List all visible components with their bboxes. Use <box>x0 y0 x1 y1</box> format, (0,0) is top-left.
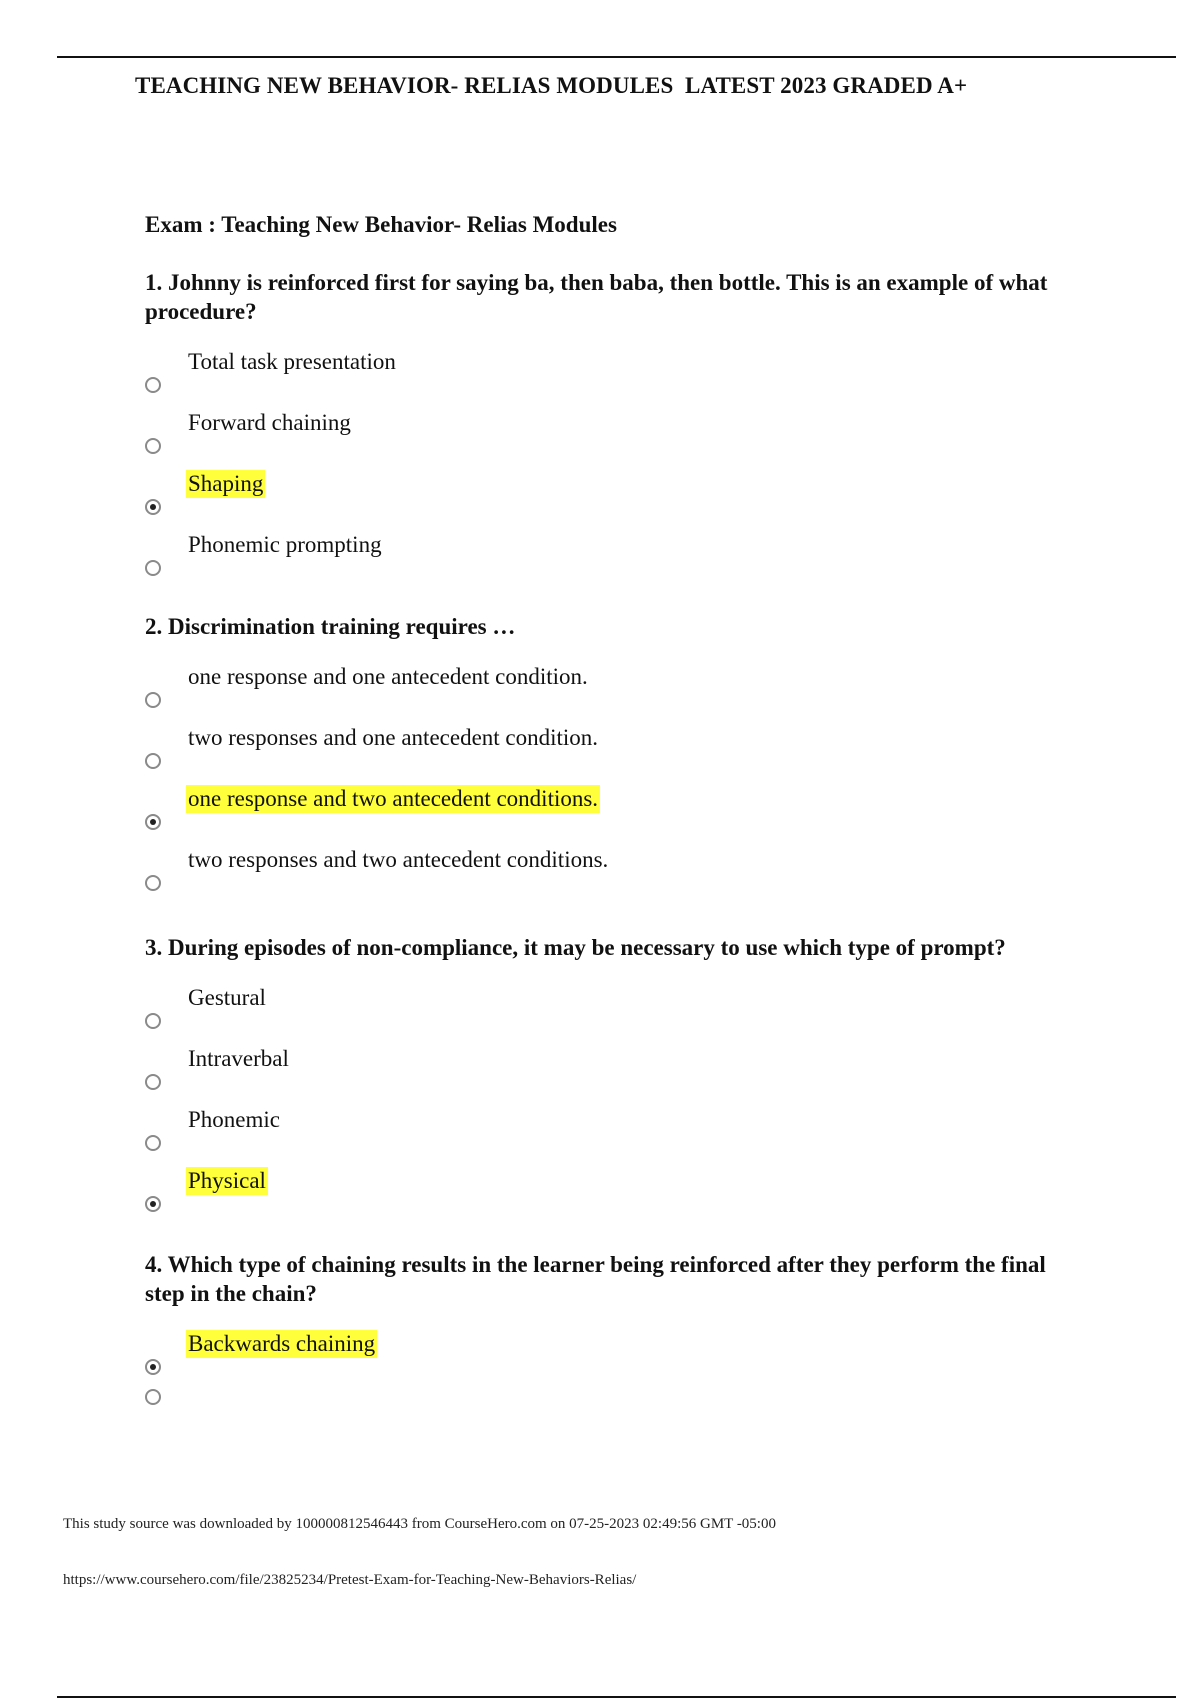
exam-title: Exam : Teaching New Behavior- Relias Modules <box>145 212 617 237</box>
question-3-option-2[interactable] <box>145 1045 1065 1106</box>
radio-button[interactable] <box>145 692 161 708</box>
option-label: Forward chaining <box>188 410 351 435</box>
question-3-text: 3. During episodes of non-compliance, it may be necessary to use which type of prompt? <box>145 935 1006 960</box>
radio-button-selected[interactable] <box>145 499 161 515</box>
radio-button[interactable] <box>145 1013 161 1029</box>
question-2-option-2[interactable] <box>145 724 1065 785</box>
question-1-option-2[interactable] <box>145 409 1065 470</box>
question-1-text: 1. Johnny is reinforced first for saying ba, then baba, then bottle. This is an example of what procedure? <box>145 270 1048 324</box>
radio-button[interactable] <box>145 1135 161 1151</box>
option-label: Phonemic prompting <box>188 532 382 557</box>
radio-button-selected[interactable] <box>145 814 161 830</box>
option-label: Total task presentation <box>188 349 396 374</box>
option-label: Phonemic <box>188 1107 280 1132</box>
question-2-option-4[interactable] <box>145 846 1065 907</box>
source-url[interactable]: https://www.coursehero.com/file/23825234/Pretest-Exam-for-Teaching-New-Behaviors-Relias/ <box>63 1572 637 1588</box>
question-4-text: 4. Which type of chaining results in the learner being reinforced after they perform the final step in the chain? <box>145 1252 1046 1306</box>
radio-button[interactable] <box>145 1389 161 1405</box>
option-label-highlighted: one response and two antecedent conditions. <box>188 786 599 811</box>
download-source-note: This study source was downloaded by 100000812546443 from CourseHero.com on 07-25-2023 02:49:56 GMT -05:00 <box>63 1516 776 1532</box>
exam-content <box>145 212 1065 1415</box>
radio-button[interactable] <box>145 377 161 393</box>
question-2 <box>145 612 1065 907</box>
option-label: one response and one antecedent condition. <box>188 664 588 689</box>
question-4-option-2[interactable] <box>145 1391 1065 1415</box>
option-label: two responses and two antecedent conditions. <box>188 847 609 872</box>
radio-button[interactable] <box>145 753 161 769</box>
radio-button[interactable] <box>145 560 161 576</box>
question-3-option-3[interactable] <box>145 1106 1065 1167</box>
radio-button[interactable] <box>145 438 161 454</box>
question-1 <box>145 268 1065 592</box>
option-label: two responses and one antecedent condition. <box>188 725 599 750</box>
question-4-option-1[interactable] <box>145 1330 1065 1391</box>
radio-button-selected[interactable] <box>145 1359 161 1375</box>
radio-button[interactable] <box>145 875 161 891</box>
question-1-option-1[interactable] <box>145 348 1065 409</box>
option-label-highlighted: Physical <box>188 1168 266 1193</box>
question-3-option-4[interactable] <box>145 1167 1065 1228</box>
radio-button[interactable] <box>145 1074 161 1090</box>
option-label: Gestural <box>188 985 266 1010</box>
footer-rule <box>57 1696 1176 1698</box>
question-3-option-1[interactable] <box>145 984 1065 1045</box>
question-2-option-1[interactable] <box>145 663 1065 724</box>
question-1-option-4[interactable] <box>145 531 1065 592</box>
radio-button-selected[interactable] <box>145 1196 161 1212</box>
option-label-highlighted: Backwards chaining <box>188 1331 376 1356</box>
question-1-option-3[interactable] <box>145 470 1065 531</box>
option-label: Intraverbal <box>188 1046 289 1071</box>
question-2-text: 2. Discrimination training requires … <box>145 614 516 639</box>
question-4 <box>145 1250 1065 1415</box>
document-title: TEACHING NEW BEHAVIOR- RELIAS MODULES LATEST 2023 GRADED A+ <box>135 73 968 98</box>
header-rule <box>57 56 1176 58</box>
option-label-highlighted: Shaping <box>188 471 264 496</box>
question-2-option-3[interactable] <box>145 785 1065 846</box>
question-3 <box>145 933 1065 1228</box>
